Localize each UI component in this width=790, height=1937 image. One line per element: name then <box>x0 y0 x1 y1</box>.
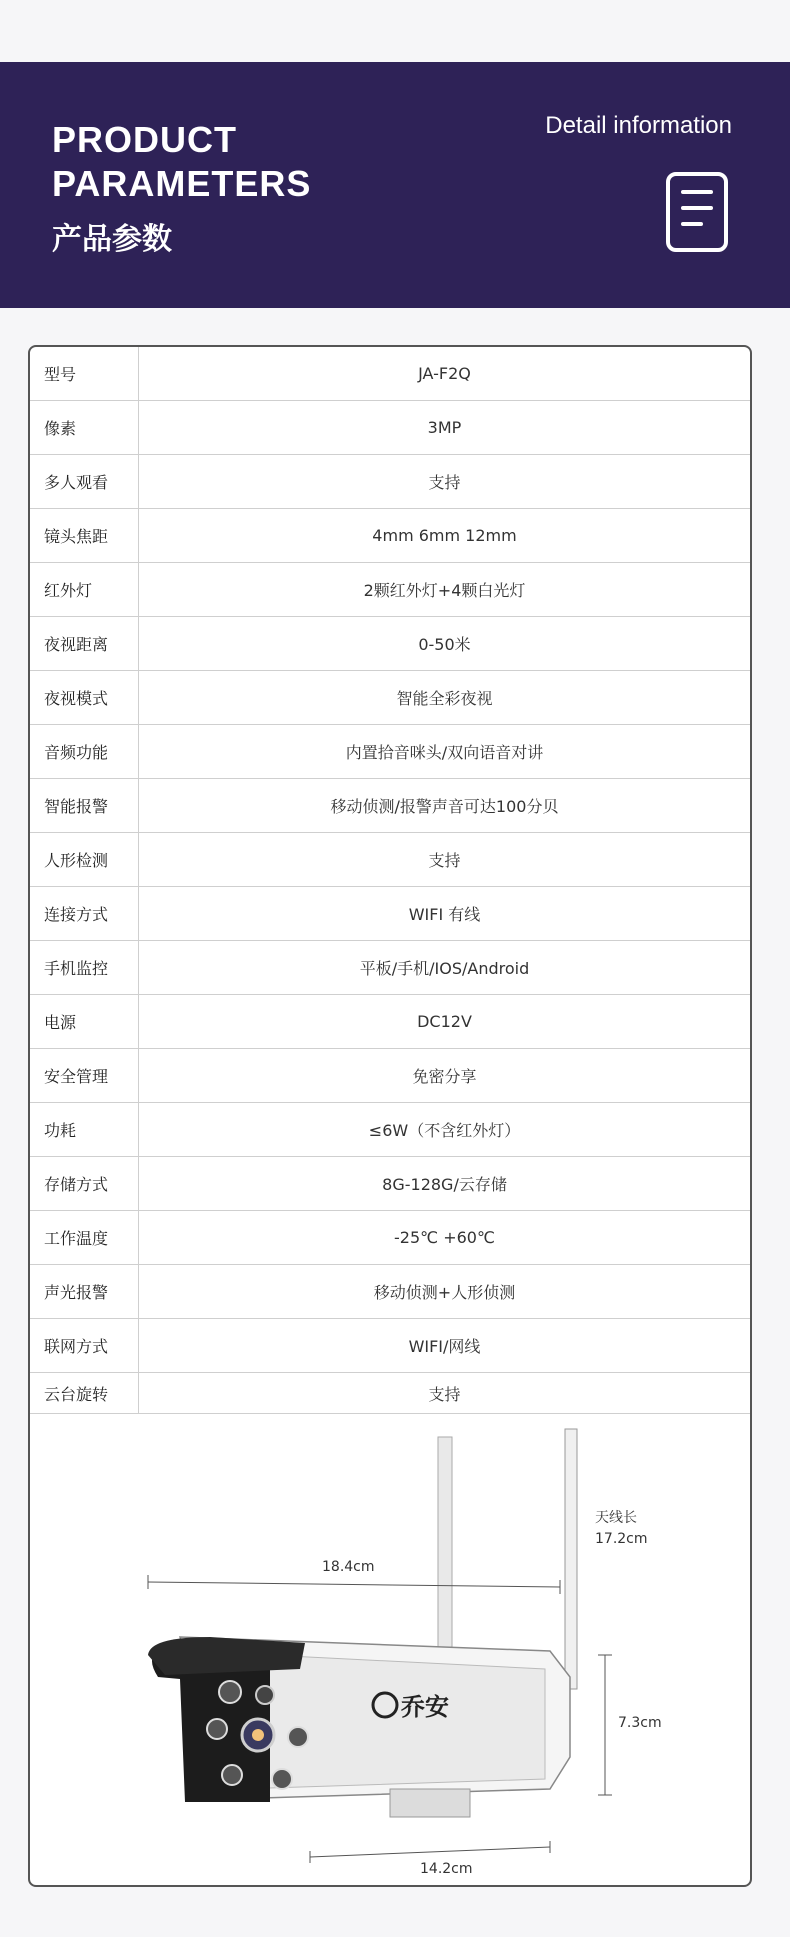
spec-row <box>30 455 750 509</box>
title-chinese: 产品参数 <box>52 222 172 257</box>
spec-row <box>30 1319 750 1373</box>
spec-value: 免密分享 <box>139 1049 751 1103</box>
spec-value: WIFI/网线 <box>139 1319 751 1373</box>
spec-row <box>30 995 750 1049</box>
camera-illustration <box>30 1407 750 1887</box>
spec-value: 支持 <box>139 833 751 887</box>
title-line-1: PRODUCT <box>52 119 237 160</box>
spec-row <box>30 941 750 995</box>
body-length-label: 18.4cm <box>322 1559 375 1575</box>
spec-row <box>30 617 750 671</box>
spec-row <box>30 1265 750 1319</box>
spec-key: 工作温度 <box>30 1211 139 1265</box>
spec-key: 功耗 <box>30 1103 139 1157</box>
spec-key: 红外灯 <box>30 563 139 617</box>
spec-row <box>30 1103 750 1157</box>
spec-row <box>30 509 750 563</box>
spec-key: 夜视距离 <box>30 617 139 671</box>
spec-key: 安全管理 <box>30 1049 139 1103</box>
product-figure <box>30 1407 750 1887</box>
detail-information-label: Detail information <box>545 112 732 139</box>
antenna-length-value: 17.2cm <box>595 1531 648 1547</box>
spec-value: JA-F2Q <box>139 347 751 401</box>
spec-card <box>28 345 752 1887</box>
spec-key: 联网方式 <box>30 1319 139 1373</box>
height-label: 7.3cm <box>618 1715 662 1731</box>
antenna-length-label: 天线长 <box>595 1510 637 1526</box>
spec-value: WIFI 有线 <box>139 887 751 941</box>
spec-key: 镜头焦距 <box>30 509 139 563</box>
document-list-icon <box>666 172 728 252</box>
camera-visor <box>148 1637 305 1675</box>
spec-value: -25℃ +60℃ <box>139 1211 751 1265</box>
spec-value: 8G-128G/云存储 <box>139 1157 751 1211</box>
spec-table <box>30 347 750 1414</box>
spec-value: 移动侦测+人形侦测 <box>139 1265 751 1319</box>
spec-row <box>30 401 750 455</box>
spec-row <box>30 1211 750 1265</box>
antenna-back <box>438 1437 452 1647</box>
spec-value: 移动侦测/报警声音可达100分贝 <box>139 779 751 833</box>
bottom-length-label: 14.2cm <box>420 1861 473 1877</box>
spec-value: 支持 <box>139 1373 751 1414</box>
antenna-front <box>565 1429 577 1689</box>
brand-text: 乔安 <box>401 1693 449 1721</box>
spec-key: 像素 <box>30 401 139 455</box>
spec-key: 音频功能 <box>30 725 139 779</box>
spec-key: 连接方式 <box>30 887 139 941</box>
spec-row <box>30 1049 750 1103</box>
spec-key: 云台旋转 <box>30 1373 139 1414</box>
spec-value: ≤6W（不含红外灯） <box>139 1103 751 1157</box>
spec-row <box>30 887 750 941</box>
spec-key: 人形检测 <box>30 833 139 887</box>
spec-value: 3MP <box>139 401 751 455</box>
spec-key: 型号 <box>30 347 139 401</box>
spec-row <box>30 725 750 779</box>
spec-key: 手机监控 <box>30 941 139 995</box>
spec-value: 内置拾音咪头/双向语音对讲 <box>139 725 751 779</box>
spec-value: 4mm 6mm 12mm <box>139 509 751 563</box>
spec-value: 0-50米 <box>139 617 751 671</box>
spec-value: 平板/手机/IOS/Android <box>139 941 751 995</box>
spec-row <box>30 833 750 887</box>
spec-value: 智能全彩夜视 <box>139 671 751 725</box>
spec-key: 声光报警 <box>30 1265 139 1319</box>
spec-row <box>30 1157 750 1211</box>
camera-side <box>230 1653 545 1789</box>
header-banner <box>0 62 790 308</box>
spec-value: DC12V <box>139 995 751 1049</box>
page-title <box>52 118 311 206</box>
spec-value: 支持 <box>139 455 751 509</box>
spec-key: 多人观看 <box>30 455 139 509</box>
spec-row <box>30 779 750 833</box>
spec-key: 智能报警 <box>30 779 139 833</box>
title-line-2: PARAMETERS <box>52 163 312 204</box>
spec-key: 存储方式 <box>30 1157 139 1211</box>
spec-row <box>30 671 750 725</box>
spec-row <box>30 347 750 401</box>
spec-row <box>30 563 750 617</box>
spec-key: 电源 <box>30 995 139 1049</box>
spec-value: 2颗红外灯+4颗白光灯 <box>139 563 751 617</box>
spec-key: 夜视模式 <box>30 671 139 725</box>
top-gap <box>0 0 790 62</box>
